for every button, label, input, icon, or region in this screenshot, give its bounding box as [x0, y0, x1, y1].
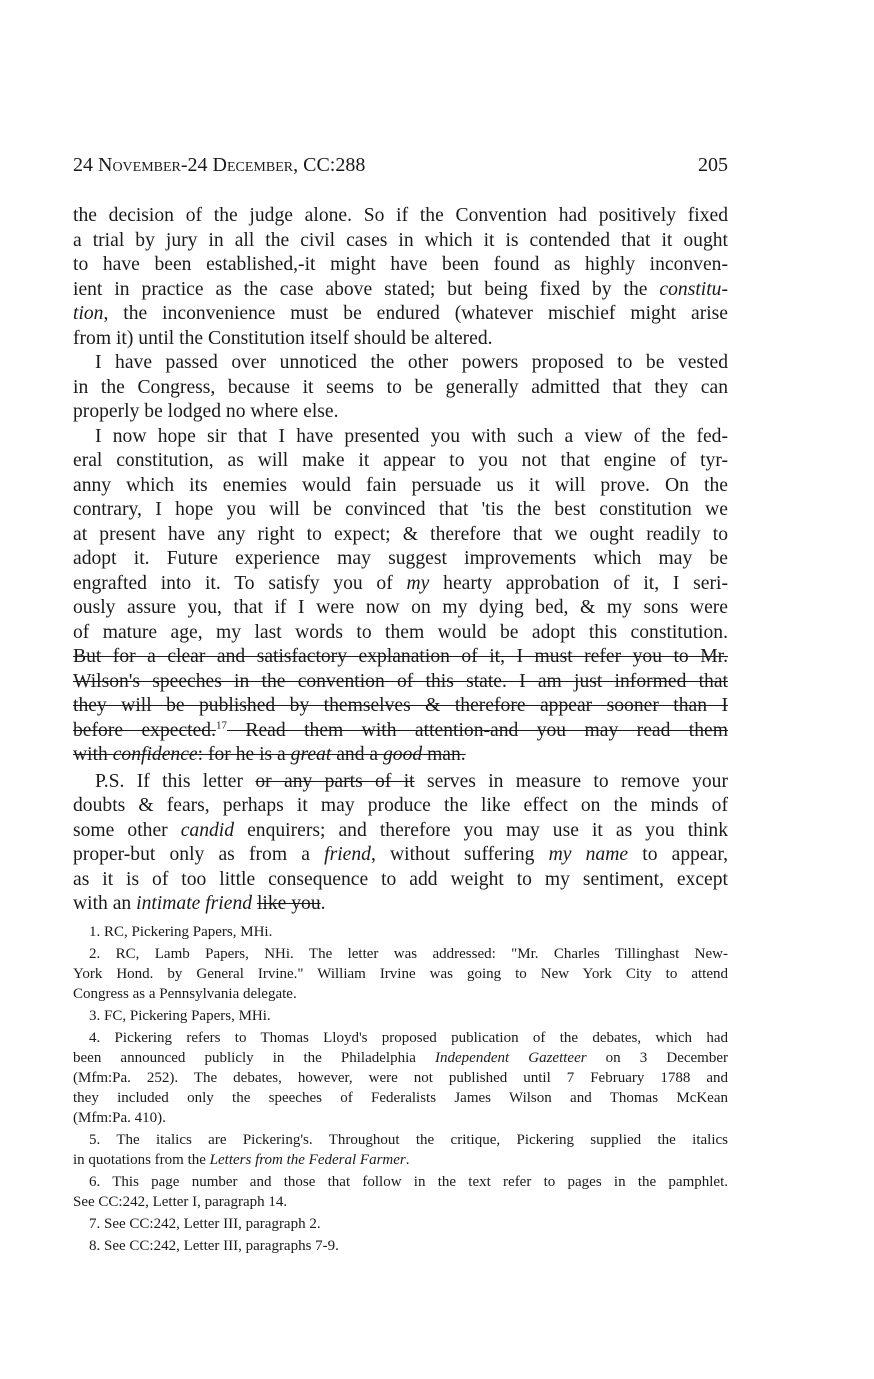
struck-line: But for a clear and satisfactory explanation of it, I must refer you to Mr. [73, 646, 728, 667]
text-line: ient in practice as the case above stated; but being fixed by the constitu- [73, 278, 728, 300]
footnotes [73, 922, 728, 1256]
italic-text: candid [180, 819, 235, 841]
text-line: with an intimate friend like you. [73, 893, 326, 914]
footnote-2: 2. RC, Lamb Papers, NHi. The letter was addressed: "Mr. Charles Tillinghast New- York Hond. by General Irvine." William Irvine was going to New York City to attend Congress as a Pennsylvania delegate. [73, 946, 728, 1002]
struck-line: with confidence: for he is a great and a good man. [73, 744, 466, 765]
footnote-ref: 17 [215, 718, 227, 731]
text-line: doubts & fears, perhaps it may produce the like effect on the minds of [73, 795, 728, 816]
text-line: to have been established,-it might have been found as highly inconven- [73, 254, 728, 275]
text-line: some other candid enquirers; and therefore you may use it as you think [73, 819, 728, 841]
italic-text: intimate friend [136, 893, 253, 914]
italic-text: my name [548, 844, 629, 865]
footnote-1: 1. RC, Pickering Papers, MHi. [89, 924, 273, 940]
struck-line: they will be published by themselves & therefore appear sooner than I [73, 695, 728, 716]
text-line: engrafted into it. To satisfy you of my hearty approbation of it, I seri- [73, 572, 728, 594]
paragraph-1 [73, 204, 728, 351]
footnote-8: 8. See CC:242, Letter III, paragraphs 7-9. [89, 1238, 339, 1254]
italic-text: constitu- [659, 278, 728, 300]
struck-text: or any parts of it [255, 770, 415, 792]
footnote-4: 4. Pickering refers to Thomas Lloyd's proposed publication of the debates, which had been announced publicly in the Philadelphia Independent Gazetteer on 3 December (Mfm:Pa. 252). The debates, however, were not published until 7 February 1788 and they included only the speeches of Federalists James Wilson and Thomas McKean (Mfm:Pa. 410). [73, 1030, 728, 1126]
paragraph-3 [73, 425, 728, 768]
running-header [73, 150, 728, 180]
italic-text: friend [324, 844, 371, 865]
text-line: a trial by jury in all the civil cases in which it is contended that it ought [73, 229, 728, 251]
text-line: ously assure you, that if I were now on my dying bed, & my sons were [73, 597, 728, 618]
text-line: of mature age, my last words to them would be adopt this constitution. [73, 621, 728, 643]
text-line: the decision of the judge alone. So if the Convention had positively fixed [73, 205, 728, 226]
text-line: P.S. If this letter or any parts of it serves in measure to remove your [95, 770, 728, 792]
text-line: from it) until the Constitution itself should be altered. [73, 327, 493, 349]
letter-body [73, 204, 728, 917]
paragraph-2 [73, 351, 728, 425]
text-line: tion, the inconvenience must be endured (whatever mischief might arise [73, 303, 728, 324]
text-line: contrary, I hope you will be convinced that 'tis the best constitution we [73, 499, 728, 520]
text-line: proper-but only as from a friend, without suffering my name to appear, [73, 844, 728, 865]
struck-line: Wilson's speeches in the convention of this state. I am just informed that [73, 670, 728, 692]
text-line: as it is of too little consequence to add weight to my sentiment, except [73, 868, 728, 890]
text-line: eral constitution, as will make it appear to you not that engine of tyr- [73, 450, 728, 471]
running-head: 24 November-24 December, CC:288 [73, 154, 366, 176]
text-line: properly be lodged no where else. [73, 401, 339, 422]
footnote-3: 3. FC, Pickering Papers, MHi. [89, 1008, 271, 1024]
footnote-7: 7. See CC:242, Letter III, paragraph 2. [89, 1216, 321, 1232]
footnote-5: 5. The italics are Pickering's. Throughout the critique, Pickering supplied the italics in quotations from the Letters from the Federal Farmer. [73, 1132, 728, 1168]
italic-text: tion [73, 303, 104, 324]
text-line: in the Congress, because it seems to be generally admitted that they can [73, 376, 728, 398]
italic-text: Letters from the Federal Farmer [209, 1152, 406, 1168]
text-line: I now hope sir that I have presented you with such a view of the fed- [95, 425, 728, 447]
struck-text: like you [256, 893, 321, 914]
paragraph-4-postscript [73, 770, 728, 917]
text-line: before expected.$^{17}$ Read them with attention-and you may read them [73, 718, 728, 741]
italic-text: my [406, 572, 430, 594]
text-line: anny which its enemies would fain persuade us it will prove. On the [73, 474, 728, 496]
text-line: at present have any right to expect; & therefore that we ought readily to [73, 523, 728, 545]
footnote-6: 6. This page number and those that follow in the text refer to pages in the pamphlet. See CC:242, Letter I, paragraph 14. [73, 1174, 728, 1210]
italic-text: Independent Gazetteer [435, 1050, 587, 1066]
page-number: 205 [698, 154, 728, 176]
text-line: I have passed over unnoticed the other powers proposed to be vested [95, 352, 728, 373]
text-line: adopt it. Future experience may suggest improvements which may be [73, 548, 728, 569]
